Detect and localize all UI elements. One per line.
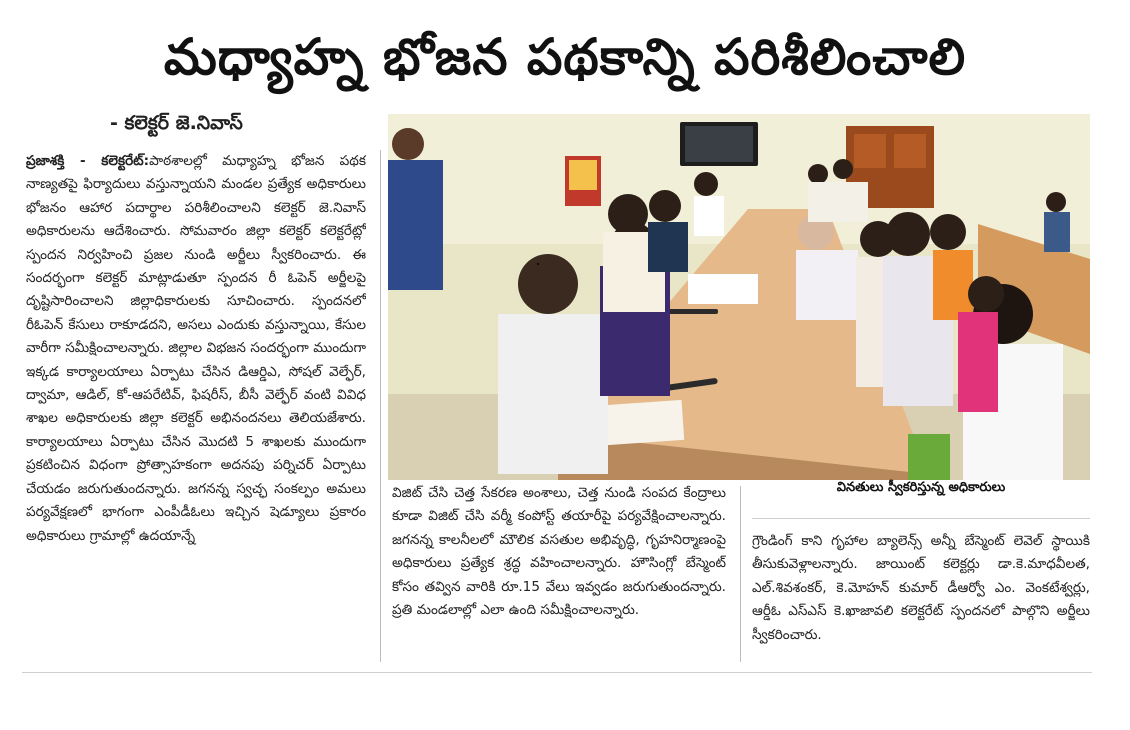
column-divider <box>380 150 381 662</box>
bottom-rule <box>22 672 1092 673</box>
dateline: ప్రజాశక్తి - కలెక్టరేట్: <box>26 153 150 169</box>
column-divider <box>740 486 741 662</box>
article-text-col1: పాఠశాలల్లో మధ్యాహ్న భోజన పథక నాణ్యతపై ఫిర్యాదులు వస్తున్నాయని మండల ప్రత్యేక అధికారులు భోజనం ఆహార పదార్థాల పరిశీలించాలని కలెక్టర్ జె.నివాస్ అధికారులను ఆదేశించారు. సోమవారం జిల్లా కలెక్టర్ కలెక్టరేట్లో స్పందన నిర్వహించి ప్రజల నుండి అర్జీలు స్వీకరించారు. ఈ సందర్భంగా కలెక్టర్ మాట్లాడుతూ స్పందన రీ ఓపెన్ అర్జీలపై దృష్టిసారించాలని జిల్లాధికారులకు సూచించారు. స్పందనలో రీఓపెన్ కేసులు రాకూడదని, అసలు ఎందుకు వస్తున్నాయి, కేసుల వారీగా సమీక్షించాలన్నారు. జిల్లాల విభజన సందర్భంగా ముందుగా ఇక్కడ కార్యాలయాలు ఏర్పాటు చేసిన డిఆర్డిఎ, సోషల్ వెల్ఫేర్, ద్వామా, ఆడిల్, కో-ఆపరేటివ్, ఫిషరీస్, బీసీ వెల్ఫేర్ వంటి వివిధ శాఖల అధికారులకు జిల్లా కలెక్టర్ అభినందనలు తెలియజేశారు. కార్యాలయాలు ఏర్పాటు చేసిన మొదటి 5 శాఖలకు ముందుగా ప్రకటించిన విధంగా ప్రోత్సాహకంగా అదనపు పర్నిచర్ ఏర్పాటు చేయడం జరుగుతుందన్నారు. జగనన్న స్వచ్ఛ సంకల్పం అమలు పర్యవేక్షణలో భాగంగా ఎంపీడీఓలు ఇచ్చిన షెడ్యూలు ప్రకారం అధికారులు గ్రామాల్లో ఉదయాన్నే <box>26 153 366 544</box>
photo-caption: వినతులు స్వీకరిస్తున్న అధికారులు <box>836 480 1006 495</box>
headline: మధ్యాహ్న భోజన పథకాన్ని పరిశీలించాలి <box>163 28 967 86</box>
caption-divider <box>752 518 1090 519</box>
byline: - కలెక్టర్ జె.నివాస్ <box>110 112 243 134</box>
news-photo <box>388 114 1090 480</box>
article-column-3: గ్రౌండింగ్ కాని గృహాల బ్యాలెన్స్ అన్నీ బేస్మెంట్ లెవెల్ స్థాయికి తీసుకువెళ్లాలన్నారు. జాయింట్ కలెక్టర్లు డా.కె.మాధవీలత, ఎల్.శివశంకర్, కె.మోహన్ కుమార్ డీఆర్వో ఎం. వెంకటేశ్వర్లు, ఆర్డీఓ ఎస్ఎస్ కె.ఖాజావలి కలెక్టరేట్ స్పందనలో పాల్గొని అర్జీలు స్వీకరించారు. <box>752 533 1090 643</box>
article-column-2: విజిట్ చేసి చెత్త సేకరణ అంశాలు, చెత్త నుండి సంపద కేంద్రాలు కూడా విజిట్ చేసి వర్మీ కంపోస్ట్ తయారీపై పర్యవేక్షించాలన్నారు. జగనన్న కాలనీలలో మౌలిక వసతుల అభివృద్ధి, గృహనిర్మాణంపై అధికారులు ప్రత్యేక శ్రద్ధ వహించాలన్నారు. హౌసింగ్లో బేస్మెంట్ కోసం తవ్విన వారికి రూ.15 వేలు ఇవ్వడం జరుగుతుందన్నారు. ప్రతి మండలాల్లో ఎలా ఉంది సమీక్షించాలన్నారు. <box>392 485 726 619</box>
article-column-1 <box>26 150 366 662</box>
